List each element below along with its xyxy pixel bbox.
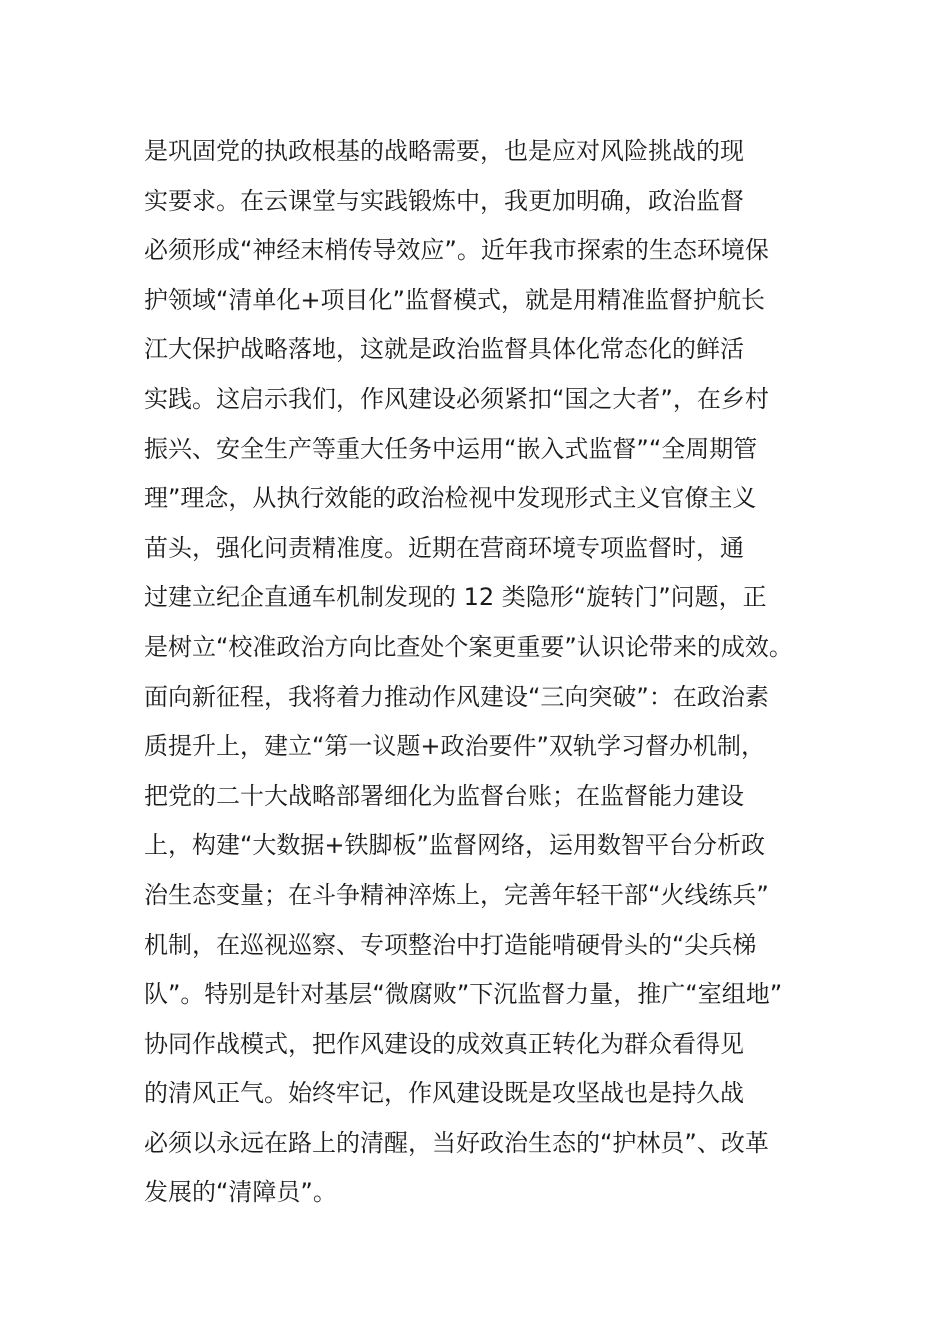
text-line: 机制，在巡视巡察、专项整治中打造能啃硬骨头的“尖兵梯: [144, 930, 757, 959]
text-line: 江大保护战略落地，这就是政治监督具体化常态化的鲜活: [144, 335, 744, 364]
text-line: 队”。特别是针对基层“微腐败”下沉监督力量，推广“室组地”: [144, 980, 783, 1009]
text-line: 必须以永远在路上的清醒，当好政治生态的“护林员”、改革: [144, 1128, 769, 1157]
text-line: 面向新征程，我将着力推动作风建设“三向突破”：在政治素: [144, 682, 769, 711]
text-line: 理”理念，从执行效能的政治检视中发现形式主义官僚主义: [144, 484, 757, 513]
text-line: 苗头，强化问责精准度。近期在营商环境专项监督时，通: [144, 533, 744, 562]
text-line: 护领域“清单化+项目化”监督模式，就是用精准监督护航长: [144, 285, 765, 314]
text-line: 上，构建“大数据+铁脚板”监督网络，运用数智平台分析政: [144, 831, 765, 860]
text-line: 必须形成“神经末梢传导效应”。近年我市探索的生态环境保: [144, 236, 769, 265]
text-line: 协同作战模式，把作风建设的成效真正转化为群众看得见: [144, 1029, 744, 1058]
text-line: 的清风正气。始终牢记，作风建设既是攻坚战也是持久战: [144, 1079, 744, 1108]
text-line: 发展的“清障员”。: [144, 1178, 337, 1207]
text-line: 把党的二十大战略部署细化为监督台账；在监督能力建设: [144, 781, 744, 810]
text-line: 质提升上，建立“第一议题+政治要件”双轨学习督办机制，: [144, 732, 765, 761]
body-text: [144, 127, 844, 1218]
text-line: 实要求。在云课堂与实践锻炼中，我更加明确，政治监督: [144, 186, 744, 215]
text-line: 治生态变量；在斗争精神淬炼上，完善年轻干部“火线练兵”: [144, 880, 769, 909]
text-line: 是树立“校准政治方向比查处个案更重要”认识论带来的成效。: [144, 632, 793, 661]
text-line: 过建立纪企直通车机制发现的 12 类隐形“旋转门”问题，正: [144, 583, 767, 612]
text-line: 是巩固党的执政根基的战略需要，也是应对风险挑战的现: [144, 137, 744, 165]
text-line: 振兴、安全生产等重大任务中运用“嵌入式监督”“全周期管: [144, 434, 758, 463]
text-line: 实践。这启示我们，作风建设必须紧扣“国之大者”，在乡村: [144, 384, 769, 413]
